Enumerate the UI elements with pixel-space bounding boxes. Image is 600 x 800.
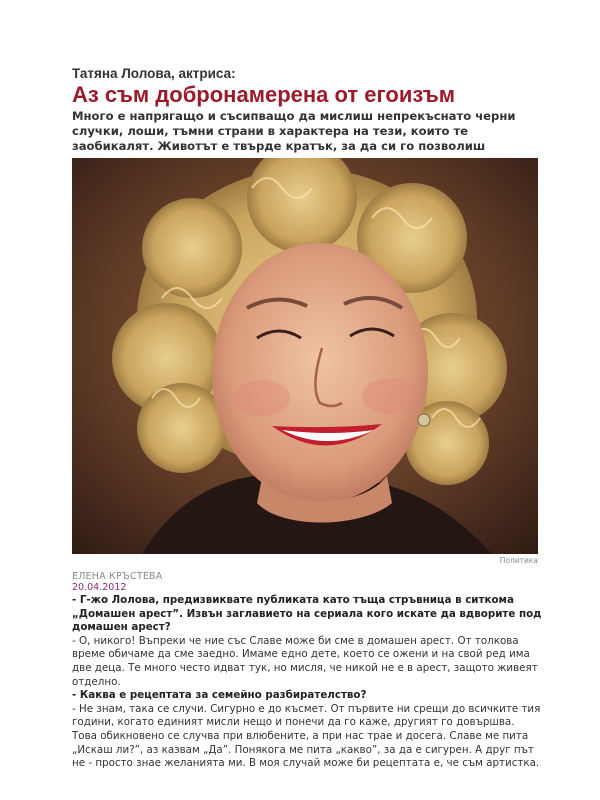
portrait-photo <box>72 158 538 554</box>
author-name: ЕЛЕНА КРЪСТЕВА <box>72 571 163 582</box>
interview-answer: - Не знам, така се случи. Сигурно е до късмет. От първите ни срещи до всичките тия години, когато единият мисли нещо и понечи да го каже, другият го довършва. Това обикновено се случва при влюбените, а при нас трае и досега. Славе ме пита „Искаш ли?”, аз казвам „Да”. Понякога ме пита „какво”, за да е сигурен. А друг път не - просто знае желанията ми. В моя случай може би рецептата е, че съм артистка. <box>72 702 541 770</box>
interview-question: - Каква е рецептата за семейно разбирателство? <box>72 689 367 702</box>
article-lead: Много е напрягащо и съсипващо да мислиш непрекъснато черни случки, лоши, тъмни страни в характера на тези, които те заобикалят. Животът е твърде кратък, за да си го позволиш <box>72 109 516 153</box>
article-headline: Аз съм добронамерена от егоизъм <box>72 82 456 107</box>
interview-question: - Г-жо Лолова, предизвиквате публиката като тъща стръвница в ситкома „Домашен арест”. Извън заглавието на сериала кого искате да вдворите под домашен арест? <box>72 594 542 634</box>
publish-date: 20.04.2012 <box>72 582 127 593</box>
article <box>72 66 542 771</box>
article-kicker: Татяна Лолова, актриса: <box>72 66 236 81</box>
interview-answer: - О, никого! Въпреки че ние със Славе може би сме в домашен арест. От толкова време обичаме да сме заедно. Имаме едно дете, което се ожени и на свой ред има две деца. Те много често идват тук, но мисля, че никой не е в арест, защото живеят отделно. <box>72 634 538 688</box>
photo-credit: Политика <box>499 556 538 565</box>
